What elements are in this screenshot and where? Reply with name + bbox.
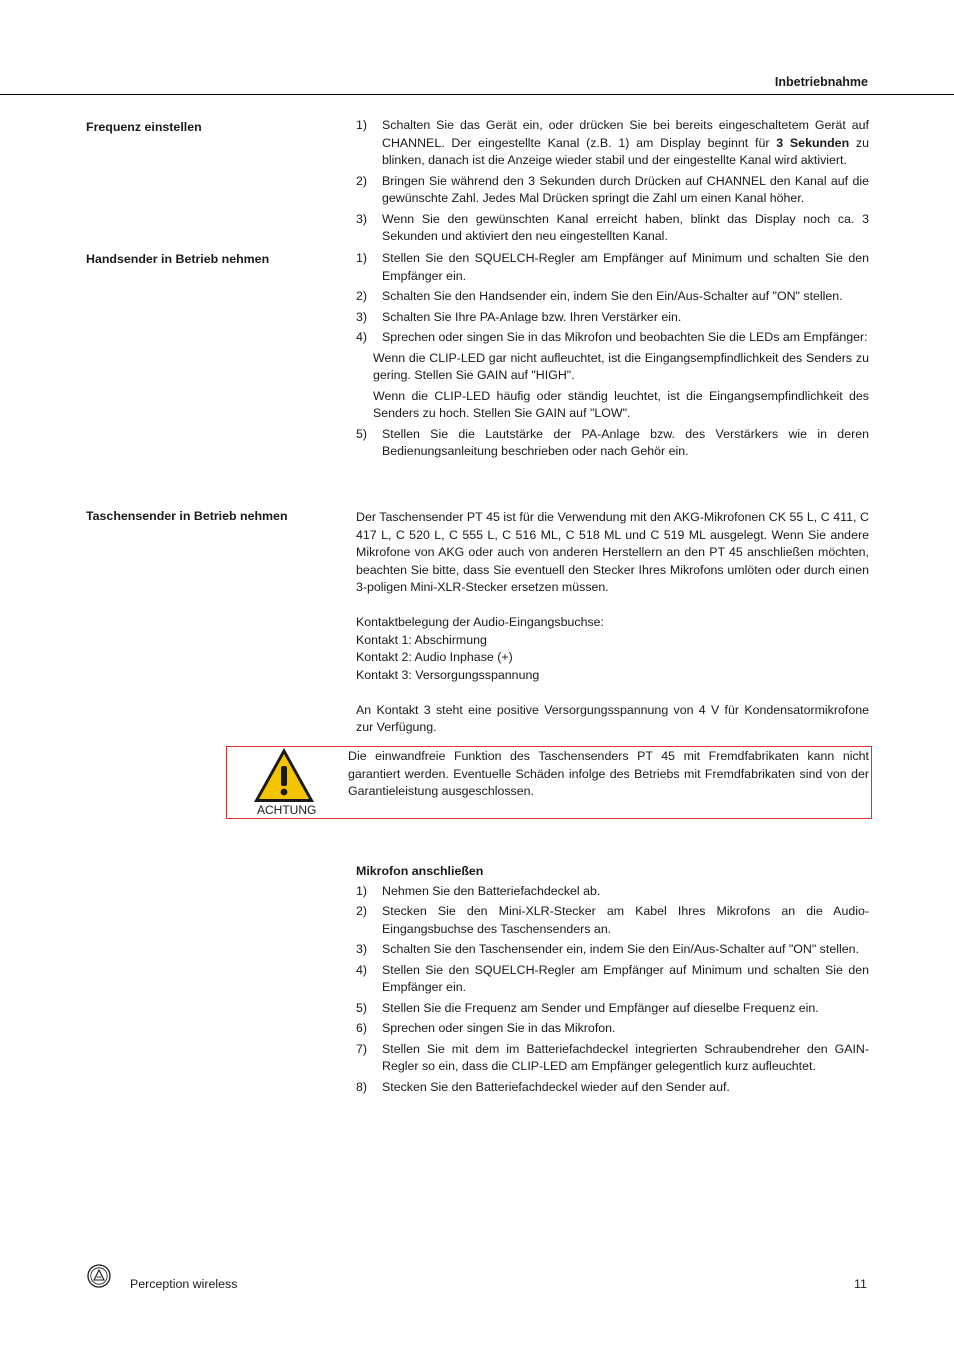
step-text: Stellen Sie den SQUELCH-Regler am Empfänger auf Minimum und schalten Sie den Empfänger ein. [382, 251, 869, 283]
step-text: Nehmen Sie den Batteriefachdeckel ab. [382, 883, 601, 898]
warning-label: ACHTUNG [257, 803, 317, 817]
step-number: 1) [356, 883, 368, 898]
list-item [356, 426, 869, 461]
list-item [356, 173, 869, 208]
list-item [356, 117, 869, 170]
list-item [356, 1020, 869, 1038]
contact-line: Kontakt 2: Audio Inphase (+) [356, 650, 513, 664]
list-item [356, 903, 869, 938]
list-item [356, 250, 869, 285]
step-number: 1) [356, 118, 368, 132]
list-item [356, 1079, 869, 1097]
step-number: 2) [356, 904, 368, 918]
step-number: 8) [356, 1079, 368, 1094]
step-number: 7) [356, 1041, 368, 1056]
handsender-steps [356, 250, 869, 464]
step-text: Stellen Sie den SQUELCH-Regler am Empfänger auf Minimum und schalten Sie den Empfänger ein. [382, 962, 869, 994]
step-text: Stellen Sie die Lautstärke der PA-Anlage bzw. des Verstärkers wie in deren Bedienungsanleitung beschrieben oder nach Gehör ein. [382, 426, 869, 458]
step-number: 6) [356, 1021, 368, 1035]
step-number: 2) [356, 173, 368, 188]
frequenz-steps [356, 117, 869, 249]
step-number: 2) [356, 289, 368, 303]
footer-title: Perception wireless [130, 1277, 238, 1291]
step-text: Sprechen oder singen Sie in das Mikrofon. [382, 1021, 616, 1035]
section-heading-frequenz: Frequenz einstellen [86, 120, 202, 134]
led-note: Wenn die CLIP-LED gar nicht aufleuchtet, ist die Eingangsempfindlichkeit des Senders zu gering. Stellen Sie GAIN auf "HIGH". [373, 350, 869, 382]
step-text: Wenn Sie den gewünschten Kanal erreicht haben, blinkt das Display noch ca. 3 Sekunden und aktiviert den neu eingestellten Kanal. [382, 211, 869, 243]
section-heading-mikrofon: Mikrofon anschließen [356, 864, 484, 878]
step-text-bold: 3 Sekunden [776, 135, 850, 150]
step-text: Stecken Sie den Batteriefachdeckel wieder auf den Sender auf. [382, 1079, 730, 1094]
step-text: Schalten Sie den Handsender ein, indem Sie den Ein/Aus-Schalter auf "ON" stellen. [382, 289, 843, 303]
page-header-title: Inbetriebnahme [774, 75, 868, 89]
step-number: 3) [356, 942, 368, 956]
step-text: Stellen Sie mit dem im Batteriefachdeckel integrierten Schraubendreher den GAIN-Regler so ein, dass die CLIP-LED am Empfänger gelegentlich kurz aufleuchtet. [382, 1041, 869, 1073]
header-divider [0, 94, 954, 95]
taschensender-body [356, 509, 869, 737]
step-number: 5) [356, 1000, 368, 1015]
contact-line: Kontaktbelegung der Audio-Eingangsbuchse: [356, 615, 604, 629]
step-text: Bringen Sie während den 3 Sekunden durch Drücken auf CHANNEL den Kanal auf die gewünschte Zahl. Jedes Mal Drücken springt die Zahl um einen Kanal höher. [382, 173, 869, 205]
step-text: Sprechen oder singen Sie in das Mikrofon und beobachten Sie die LEDs am Empfänger: [382, 330, 868, 344]
list-item [356, 1041, 869, 1076]
warning-text: Die einwandfreie Funktion des Taschensenders PT 45 mit Fremdfabrikaten kann nicht garantiert werden. Eventuelle Schäden infolge des Betriebs mit Fremdfabrikaten sind von der Garantieleistung ausgeschlossen. [348, 749, 869, 798]
list-item [356, 309, 869, 327]
warning-triangle-icon [252, 746, 316, 804]
step-text: Schalten Sie Ihre PA-Anlage bzw. Ihren Verstärker ein. [382, 309, 682, 324]
contact-line: Kontakt 1: Abschirmung [356, 632, 487, 647]
step-text: zu blinken, danach ist die Anzeige wieder stabil und der eingestellte Kanal wird aktiviert. [382, 135, 870, 167]
list-item [356, 941, 869, 959]
section-heading-taschensender: Taschensender in Betrieb nehmen [86, 509, 288, 523]
mikrofon-section [356, 863, 869, 1099]
supply-paragraph: An Kontakt 3 steht eine positive Versorgungsspannung von 4 V für Kondensatormikrofone zur Verfügung. [356, 702, 869, 734]
step-text: Schalten Sie das Gerät ein, oder drücken Sie bei bereits eingeschaltetem Gerät auf CHANNEL. Der eingestellte Kanal (z.B. 1) am Display beginnt für [382, 118, 869, 150]
step-number: 4) [356, 962, 368, 977]
list-item [356, 211, 869, 246]
page-number: 11 [854, 1277, 867, 1291]
step-number: 1) [356, 251, 368, 265]
led-note: Wenn die CLIP-LED häufig oder ständig leuchtet, ist die Eingangsempfindlichkeit des Senders zu hoch. Stellen Sie GAIN auf "LOW". [373, 388, 869, 420]
list-item [356, 1000, 869, 1018]
step-number: 5) [356, 426, 368, 441]
step-number: 3) [356, 309, 368, 324]
intro-paragraph: Der Taschensender PT 45 ist für die Verwendung mit den AKG-Mikrofonen CK 55 L, C 411, C 417 L, C 520 L, C 555 L, C 516 ML, C 518 ML und C 519 ML ausgelegt. Wenn Sie andere Mikrofone von AKG oder auch von anderen Herstellern an den PT 45 anschließen möchten, beachten Sie bitte, dass Sie eventuell den Stecker Ihres Mikrofons umlöten oder durch einen 3-poligen Mini-XLR-Stecker ersetzen müssen. [356, 510, 869, 594]
akg-logo-icon [87, 1264, 111, 1288]
list-item [356, 962, 869, 997]
step-text: Stellen Sie die Frequenz am Sender und Empfänger auf dieselbe Frequenz ein. [382, 1000, 819, 1015]
step-text: Schalten Sie den Taschensender ein, indem Sie den Ein/Aus-Schalter auf "ON" stellen. [382, 942, 859, 956]
section-heading-handsender: Handsender in Betrieb nehmen [86, 252, 270, 266]
step-number: 4) [356, 330, 368, 344]
step-number: 3) [356, 211, 368, 226]
list-item [356, 329, 869, 347]
contact-line: Kontakt 3: Versorgungsspannung [356, 667, 540, 682]
list-item [356, 883, 869, 901]
step-text: Stecken Sie den Mini-XLR-Stecker am Kabel Ihres Mikrofons an die Audio-Eingangsbuchse des Taschensenders an. [382, 904, 869, 936]
list-item [356, 288, 869, 306]
